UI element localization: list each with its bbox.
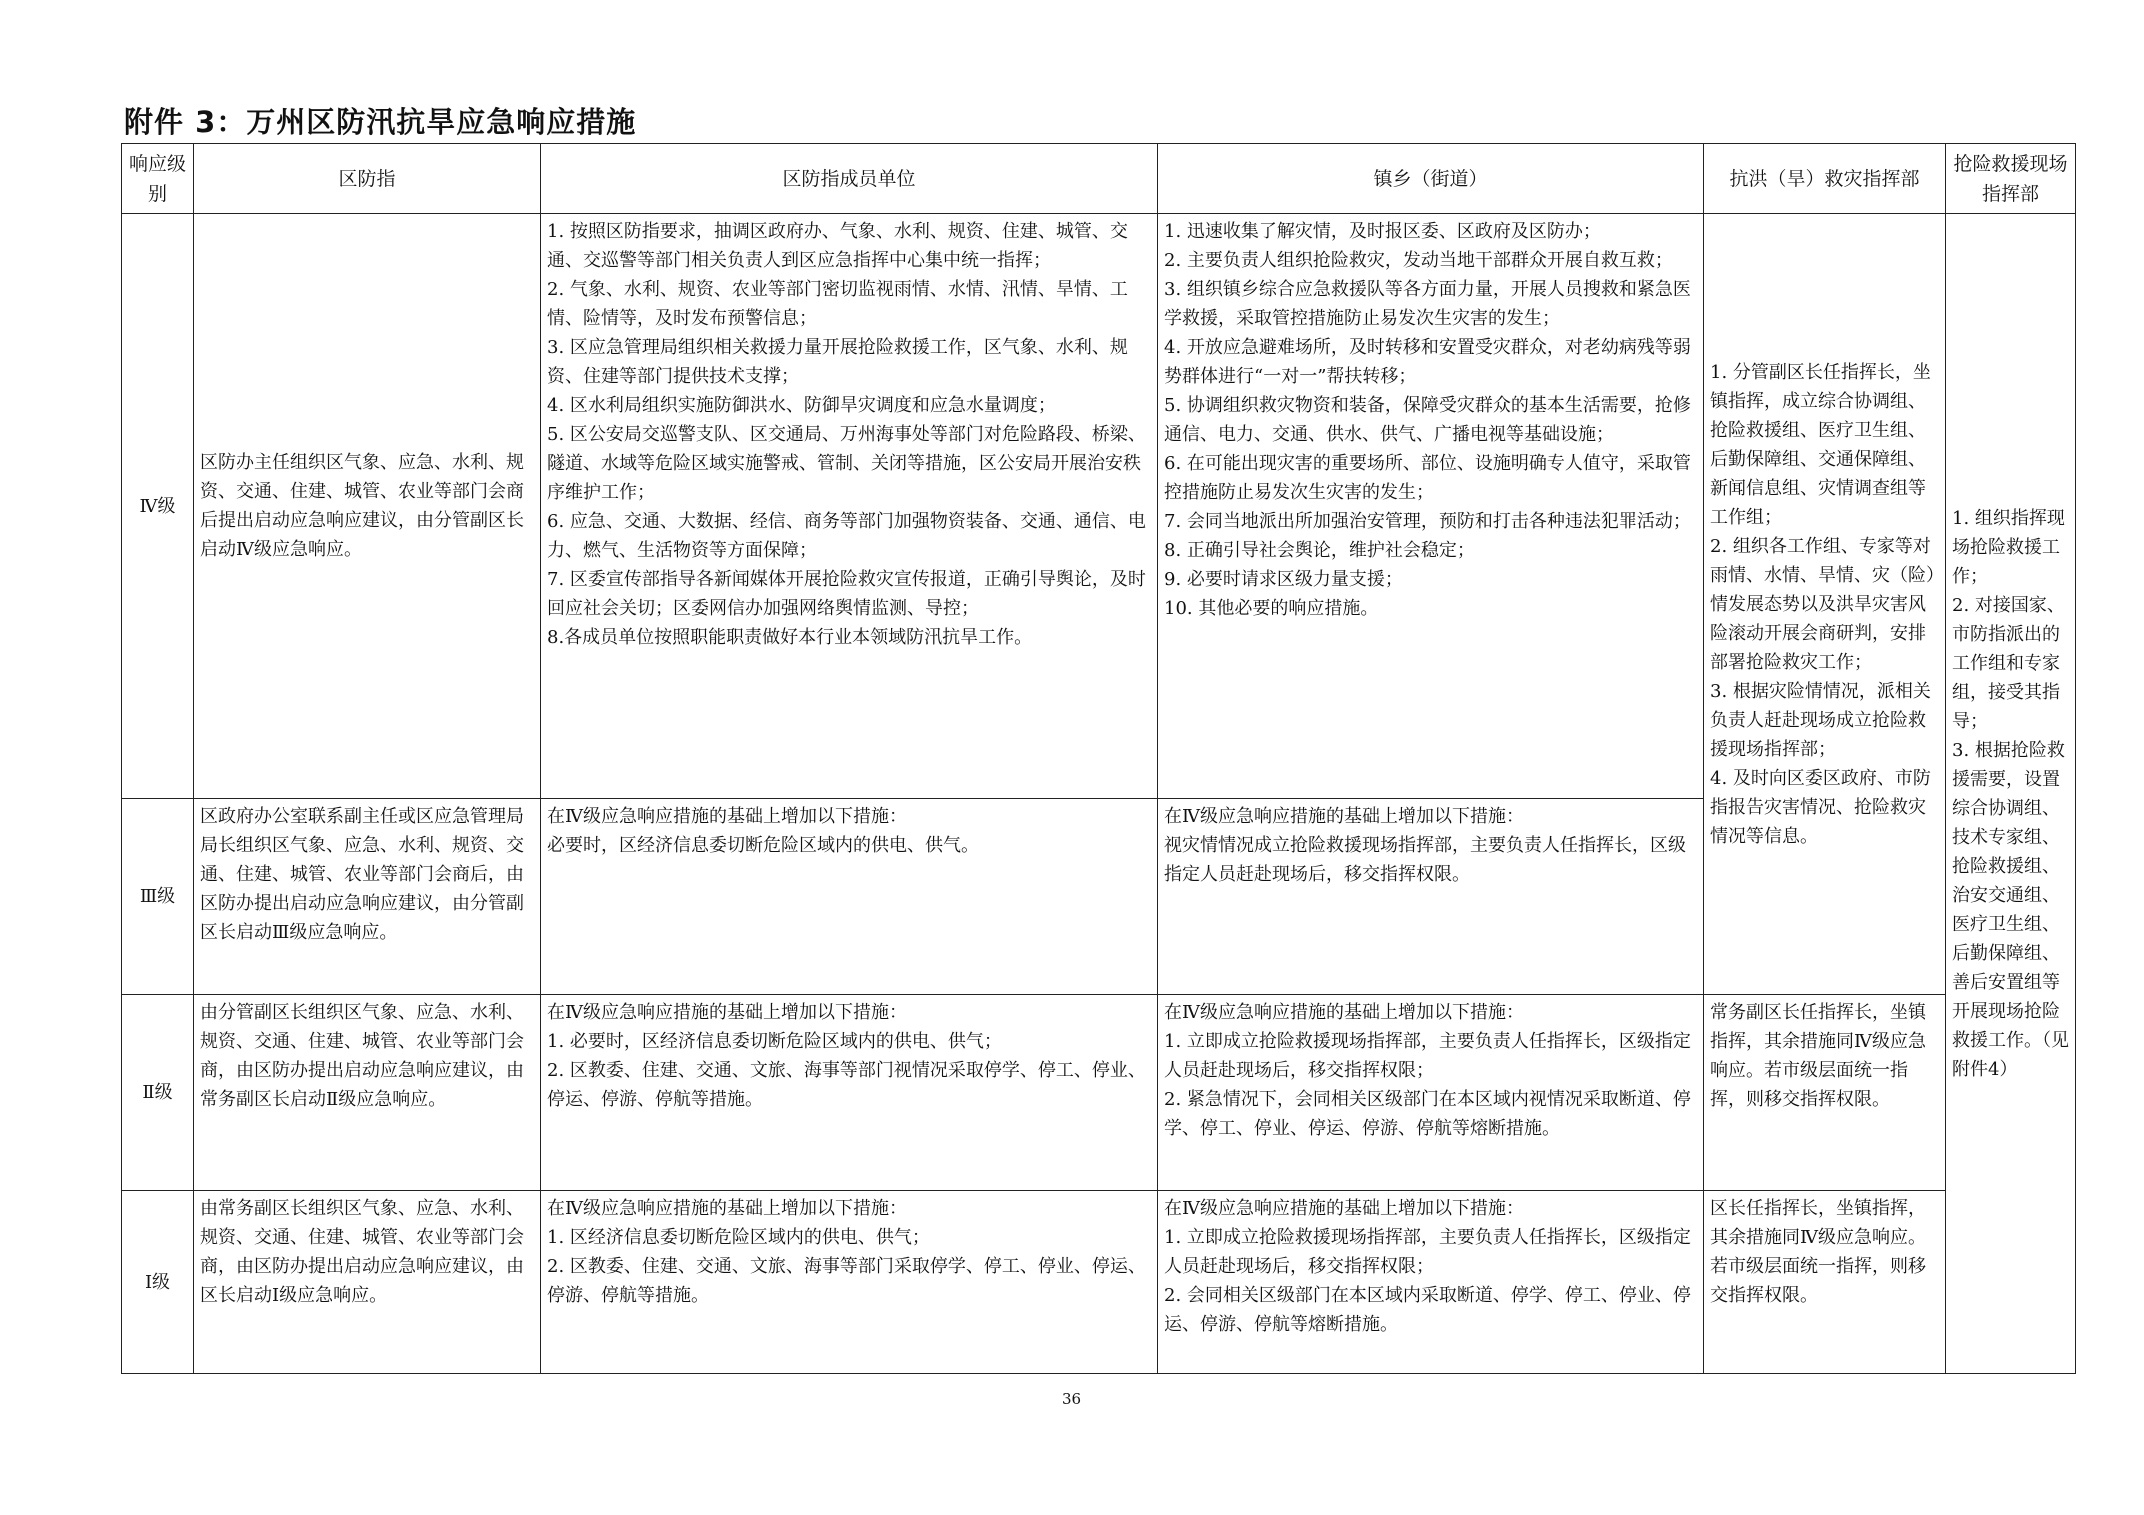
level-i-members <box>541 1191 1158 1374</box>
header-towns: 镇乡（街道） <box>1158 144 1704 214</box>
list-item: 7. 区委宣传部指导各新闻媒体开展抢险救灾宣传报道，正确引导舆论，及时回应社会关切；区委网信办加强网络舆情监测、导控； <box>547 569 1146 619</box>
list-item: 在Ⅳ级应急响应措施的基础上增加以下措施： <box>1164 1002 1524 1023</box>
command-iv-iii <box>1704 214 1946 995</box>
list-item: 2. 主要负责人组织抢险救灾，发动当地干部群众开展自救互救； <box>1164 250 1673 271</box>
level-ii-district: 由分管副区长组织区气象、应急、水利、规资、交通、住建、城管、农业等部门会商，由区防办提出启动应急响应建议，由常务副区长启动Ⅱ级应急响应。 <box>194 995 541 1191</box>
page-number: 36 <box>1062 1390 1082 1408</box>
list-item: 2. 对接国家、市防指派出的工作组和专家组，接受其指导； <box>1952 594 2065 732</box>
list-item: 4. 及时向区委区政府、市防指报告灾害情况、抢险救灾情况等信息。 <box>1710 767 1931 847</box>
level-iv-towns <box>1158 214 1704 799</box>
level-ii-members <box>541 995 1158 1191</box>
level-iii-district: 区政府办公室联系副主任或区应急管理局局长组织区气象、应急、水利、规资、交通、住建、城管、农业等部门会商后，由区防办提出启动应急响应建议，由分管副区长启动Ⅲ级应急响应。 <box>194 799 541 995</box>
list-item: 2. 区教委、住建、交通、文旅、海事等部门视情况采取停学、停工、停业、停运、停游、停航等措施。 <box>547 1060 1146 1110</box>
list-item: 在Ⅳ级应急响应措施的基础上增加以下措施： <box>547 1002 907 1023</box>
list-item: 在Ⅳ级应急响应措施的基础上增加以下措施： <box>1164 806 1524 827</box>
header-members: 区防指成员单位 <box>541 144 1158 214</box>
level-i-towns <box>1158 1191 1704 1374</box>
list-item: 3. 组织镇乡综合应急救援队等各方面力量，开展人员搜救和紧急医学救援，采取管控措施防止易发次生灾害的发生； <box>1164 279 1691 329</box>
list-item: 1. 迅速收集了解灾情，及时报区委、区政府及区防办； <box>1164 221 1601 242</box>
list-item: 在Ⅳ级应急响应措施的基础上增加以下措施： <box>547 806 907 827</box>
level-iii-label: Ⅲ级 <box>122 799 194 995</box>
list-item: 1. 分管副区长任指挥长，坐镇指挥，成立综合协调组、抢险救援组、医疗卫生组、后勤保障组、交通保障组、新闻信息组、灾情调查组等工作组； <box>1710 361 1931 528</box>
list-item: 在Ⅳ级应急响应措施的基础上增加以下措施： <box>547 1198 907 1219</box>
row-level-i <box>122 1191 2076 1374</box>
level-iv-district: 区防办主任组织区气象、应急、水利、规资、交通、住建、城管、农业等部门会商后提出启动应急响应建议，由分管副区长启动Ⅳ级应急响应。 <box>194 214 541 799</box>
list-item: 6. 应急、交通、大数据、经信、商务等部门加强物资装备、交通、通信、电力、燃气、生活物资等方面保障； <box>547 511 1146 561</box>
list-item: 视灾情情况成立抢险救援现场指挥部，主要负责人任指挥长，区级指定人员赶赴现场后，移交指挥权限。 <box>1164 835 1686 885</box>
header-district: 区防指 <box>194 144 541 214</box>
list-item: 3. 根据灾险情情况，派相关负责人赶赴现场成立抢险救援现场指挥部； <box>1710 680 1931 760</box>
header-rescue: 抢险救援现场指挥部 <box>1946 144 2076 214</box>
list-item: 3. 根据抢险救援需要，设置综合协调组、技术专家组、抢险救援组、治安交通组、医疗卫生组、后勤保障组、善后安置组等开展现场抢险救援工作。（见附件4） <box>1952 739 2069 1080</box>
list-item: 9. 必要时请求区级力量支援； <box>1164 569 1403 590</box>
list-item: 2. 气象、水利、规资、农业等部门密切监视雨情、水情、汛情、旱情、工情、险情等，及时发布预警信息； <box>547 279 1128 329</box>
list-item: 1. 按照区防指要求，抽调区政府办、气象、水利、规资、住建、城管、交通、交巡警等部门相关负责人到区应急指挥中心集中统一指挥； <box>547 221 1128 271</box>
level-i-command: 区长任指挥长，坐镇指挥，其余措施同Ⅳ级应急响应。若市级层面统一指挥，则移交指挥权限。 <box>1704 1191 1946 1374</box>
list-item: 1. 立即成立抢险救援现场指挥部，主要负责人任指挥长，区级指定人员赶赴现场后，移交指挥权限； <box>1164 1031 1691 1081</box>
list-item: 5. 协调组织救灾物资和装备，保障受灾群众的基本生活需要，抢修通信、电力、交通、供水、供气、广播电视等基础设施； <box>1164 395 1691 445</box>
list-item: 1. 区经济信息委切断危险区域内的供电、供气； <box>547 1227 930 1248</box>
list-item: 1. 组织指挥现场抢险救援工作； <box>1952 507 2065 587</box>
level-iv-label: Ⅳ级 <box>122 214 194 799</box>
level-ii-towns <box>1158 995 1704 1191</box>
level-ii-command: 常务副区长任指挥长，坐镇指挥，其余措施同Ⅳ级应急响应。若市级层面统一指挥，则移交指挥权限。 <box>1704 995 1946 1191</box>
list-item: 10. 其他必要的响应措施。 <box>1164 598 1379 619</box>
list-item: 8.各成员单位按照职能职责做好本行业本领域防汛抗旱工作。 <box>547 627 1033 648</box>
list-item: 5. 区公安局交巡警支队、区交通局、万州海事处等部门对危险路段、桥梁、隧道、水域等危险区域实施警戒、管制、关闭等措施，区公安局开展治安秩序维护工作； <box>547 424 1146 503</box>
list-item: 6. 在可能出现灾害的重要场所、部位、设施明确专人值守，采取管控措施防止易发次生灾害的发生； <box>1164 453 1691 503</box>
level-iv-members <box>541 214 1158 799</box>
level-i-district: 由常务副区长组织区气象、应急、水利、规资、交通、住建、城管、农业等部门会商，由区防办提出启动应急响应建议，由区长启动Ⅰ级应急响应。 <box>194 1191 541 1374</box>
list-item: 2. 会同相关区级部门在本区域内采取断道、停学、停工、停业、停运、停游、停航等熔断措施。 <box>1164 1285 1691 1335</box>
level-iii-towns <box>1158 799 1704 995</box>
list-item: 4. 区水利局组织实施防御洪水、防御旱灾调度和应急水量调度； <box>547 395 1056 416</box>
rescue-all-levels <box>1946 214 2076 1374</box>
header-row <box>122 144 2076 214</box>
row-level-iv <box>122 214 2076 799</box>
list-item: 1. 必要时，区经济信息委切断危险区域内的供电、供气； <box>547 1031 1002 1052</box>
response-measures-table <box>121 143 2076 1374</box>
list-item: 8. 正确引导社会舆论，维护社会稳定； <box>1164 540 1475 561</box>
list-item: 必要时，区经济信息委切断危险区域内的供电、供气。 <box>547 835 979 856</box>
header-level: 响应级别 <box>122 144 194 214</box>
list-item: 在Ⅳ级应急响应措施的基础上增加以下措施： <box>1164 1198 1524 1219</box>
list-item: 1. 立即成立抢险救援现场指挥部，主要负责人任指挥长，区级指定人员赶赴现场后，移交指挥权限； <box>1164 1227 1691 1277</box>
list-item: 7. 会同当地派出所加强治安管理，预防和打击各种违法犯罪活动； <box>1164 511 1691 532</box>
list-item: 2. 区教委、住建、交通、文旅、海事等部门采取停学、停工、停业、停运、停游、停航等措施。 <box>547 1256 1146 1306</box>
level-i-label: Ⅰ级 <box>122 1191 194 1374</box>
list-item: 2. 紧急情况下，会同相关区级部门在本区域内视情况采取断道、停学、停工、停业、停运、停游、停航等熔断措施。 <box>1164 1089 1691 1139</box>
list-item: 4. 开放应急避难场所，及时转移和安置受灾群众，对老幼病残等弱势群体进行“一对一”帮扶转移； <box>1164 337 1691 387</box>
header-command: 抗洪（旱）救灾指挥部 <box>1704 144 1946 214</box>
list-item: 2. 组织各工作组、专家等对雨情、水情、旱情、灾（险）情发展态势以及洪旱灾害风险滚动开展会商研判，安排部署抢险救灾工作； <box>1710 535 1935 673</box>
level-ii-label: Ⅱ级 <box>122 995 194 1191</box>
level-iii-members <box>541 799 1158 995</box>
row-level-ii <box>122 995 2076 1191</box>
page-title: 附件 3：万州区防汛抗旱应急响应措施 <box>124 105 637 139</box>
list-item: 3. 区应急管理局组织相关救援力量开展抢险救援工作，区气象、水利、规资、住建等部门提供技术支撑； <box>547 337 1128 387</box>
